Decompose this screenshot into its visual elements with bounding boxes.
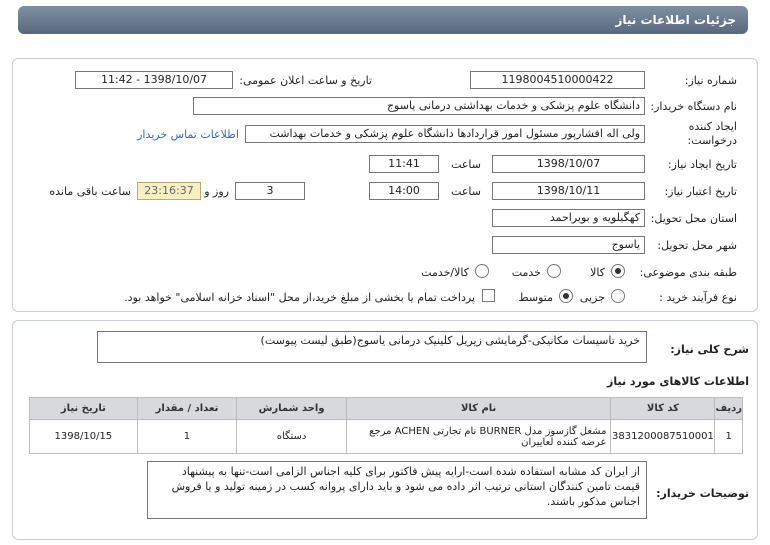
process-minor-radio[interactable] (611, 289, 625, 303)
announce-date-field[interactable]: 1398/10/07 - 11:42 (75, 71, 233, 89)
need-summary-panel (12, 320, 758, 540)
creator-label-line1: ایجاد کننده (688, 120, 737, 133)
province-field[interactable]: کهگیلویه و بویراحمد (492, 209, 645, 227)
row-index: 1 (715, 420, 743, 454)
buyer-notes-label: توضیحات خریدار: (656, 487, 749, 500)
buyer-field[interactable]: دانشگاه علوم پزشکی و خدمات بهداشتی درمانی یاسوج (193, 97, 645, 115)
created-time-label: ساعت (451, 158, 481, 171)
goods-table-header (30, 398, 743, 420)
category-both-radio[interactable] (475, 264, 489, 278)
category-goods-radio[interactable] (611, 264, 625, 278)
row-code: 3831200087510001 (611, 420, 715, 454)
need-details-panel (12, 58, 758, 312)
days-label: روز و (204, 185, 229, 198)
remaining-label: ساعت باقی مانده (49, 185, 131, 198)
page-header (18, 6, 748, 34)
category-service-label: خدمت (511, 266, 541, 279)
created-time-field[interactable]: 11:41 (369, 155, 439, 173)
treasury-payment-note: پرداخت تمام یا بخشی از مبلغ خرید،از محل "اسناد خزانه اسلامی" خواهد بود. (124, 291, 475, 304)
creator-field[interactable]: ولی اله افشارپور مسئول امور قراردادها دانشگاه علوم پزشکی و خدمات بهداشت (245, 125, 645, 143)
table-row[interactable] (30, 420, 743, 454)
process-medium-label: متوسط (518, 291, 553, 304)
buyer-label: نام دستگاه خریدار: (650, 100, 737, 113)
category-service-radio[interactable] (547, 264, 561, 278)
page-title: جزئیات اطلاعات نیاز (615, 13, 736, 27)
buyer-notes-field[interactable]: از ایران کد مشابه استفاده شده است-ارایه پیش فاکتور برای کلیه اجناس الزامی است-تنها به پیشنهاد قیمت تامین کنندگان استانی ترتیب اثر داده می شود و باید دارای پروانه کسب در زمینه تولید و یا فروش اجناس مذکور باشند. (147, 461, 647, 519)
created-date-label: تاریخ ایجاد نیاز: (667, 158, 737, 171)
goods-section-title: اطلاعات کالاهای مورد نیاز (607, 375, 749, 388)
col-index: ردیف (715, 398, 743, 420)
col-code: کد کالا (611, 398, 715, 420)
treasury-payment-checkbox[interactable] (482, 289, 495, 302)
col-qty: تعداد / مقدار (137, 398, 237, 420)
city-label: شهر محل تحویل: (657, 239, 737, 252)
valid-time-label: ساعت (451, 185, 481, 198)
remaining-time-field: 23:16:37 (137, 182, 201, 200)
summary-field[interactable]: خرید تاسیسات مکانیکی-گرمایشی زیریل کلینیک درمانی یاسوج(طبق لیست پیوست) (97, 331, 647, 363)
process-minor-label: جزیی (579, 291, 605, 304)
goods-table (29, 397, 743, 454)
created-date-field[interactable]: 1398/10/07 (492, 155, 645, 173)
category-label: طبقه بندی موضوعی: (639, 266, 737, 279)
row-qty: 1 (137, 420, 237, 454)
col-name: نام کالا (346, 398, 611, 420)
city-field[interactable]: یاسوج (492, 236, 645, 254)
creator-label-line2: درخواست: (687, 134, 737, 147)
valid-time-field[interactable]: 14:00 (369, 182, 439, 200)
need-number-field[interactable]: 1198004510000422 (470, 71, 645, 89)
category-both-label: کالا/خدمت (421, 266, 469, 279)
row-name: مشعل گازسوز مدل BURNER نام تجارتی ACHEN مرجع عرضه کننده لعاییران (346, 420, 611, 454)
process-medium-radio[interactable] (559, 289, 573, 303)
need-number-label: شماره نیاز: (684, 74, 737, 87)
remaining-days-field[interactable]: 3 (235, 182, 305, 200)
category-goods-label: کالا (590, 266, 605, 279)
valid-date-label: تاریخ اعتبار نیاز: (664, 185, 737, 198)
row-unit: دستگاه (237, 420, 347, 454)
summary-label: شرح کلی نیاز: (670, 343, 749, 356)
valid-date-field[interactable]: 1398/10/11 (492, 182, 645, 200)
process-label: نوع فرآیند خرید : (659, 291, 737, 304)
col-date: تاریخ نیاز (30, 398, 138, 420)
announce-date-label: تاریخ و ساعت اعلان عمومی: (239, 74, 372, 87)
col-unit: واحد شمارش (237, 398, 347, 420)
row-date: 1398/10/15 (30, 420, 138, 454)
province-label: استان محل تحویل: (650, 212, 737, 225)
buyer-contact-link[interactable]: اطلاعات تماس خریدار (137, 128, 239, 141)
